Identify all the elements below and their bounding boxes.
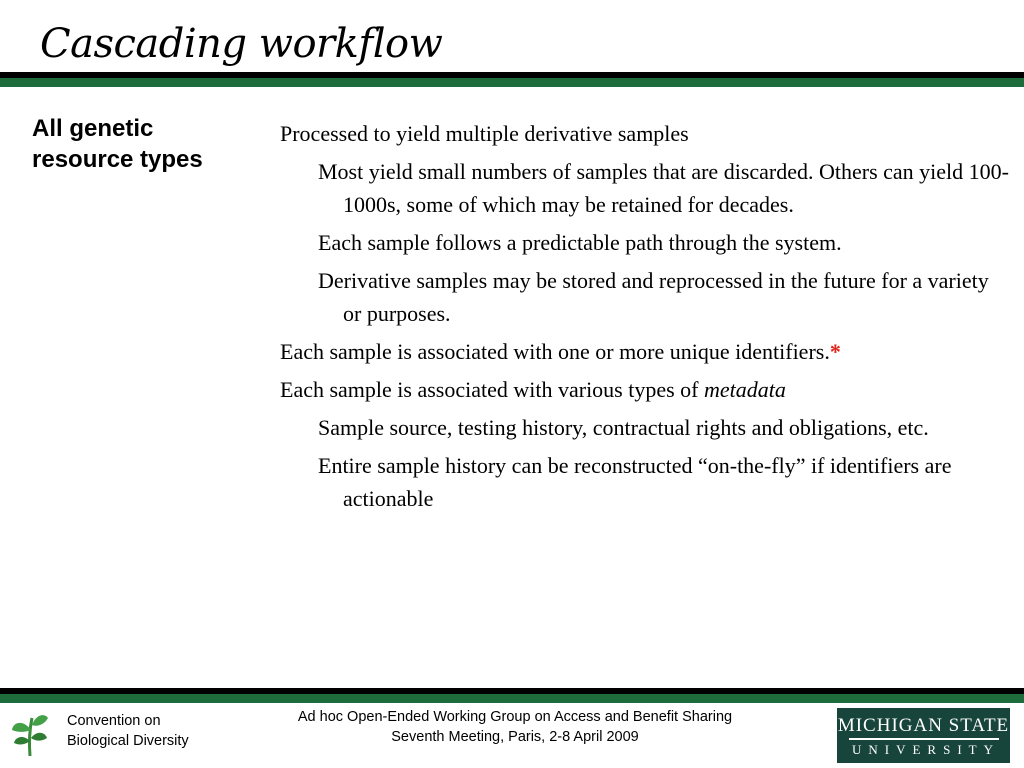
msu-logo-line-2: UNIVERSITY: [852, 742, 1000, 757]
bullet-item: Processed to yield multiple derivative samples: [280, 121, 689, 146]
bullet-subitem: Entire sample history can be reconstructed “on-the-fly” if identifiers are actionable: [318, 453, 952, 511]
bullet-subitem: Each sample follows a predictable path through the system.: [318, 230, 842, 255]
msu-logo: [837, 708, 1010, 763]
footnote-asterisk: *: [829, 339, 841, 364]
meeting-line-2: Seventh Meeting, Paris, 2-8 April 2009: [391, 729, 639, 745]
bullet-text: Each sample is associated with one or more unique identifiers.: [280, 339, 830, 364]
metadata-emphasis: metadata: [704, 377, 786, 402]
cbd-leaf-logo-icon: [10, 710, 50, 758]
bullet-subitem: Most yield small numbers of samples that are discarded. Others can yield 100-1000s, some of which may be retained for decades.: [318, 159, 1009, 217]
meeting-line-1: Ad hoc Open-Ended Working Group on Access and Benefit Sharing: [297, 709, 733, 725]
bullet-list: [280, 117, 1010, 520]
msu-logo-divider: [849, 738, 999, 740]
bullet-item: [280, 335, 1010, 368]
bullet-item: [280, 373, 1010, 406]
msu-logo-line-1: MICHIGAN STATE: [837, 715, 1010, 736]
header-rule: [0, 72, 1024, 87]
slide-title: Cascading workflow: [40, 21, 443, 67]
cbd-name: Convention on Biological Diversity: [67, 713, 189, 749]
bullet-subitem: Derivative samples may be stored and reprocessed in the future for a variety or purposes.: [318, 268, 989, 326]
bullet-subitem: Sample source, testing history, contractual rights and obligations, etc.: [318, 415, 929, 440]
footer-rule: [0, 688, 1024, 703]
side-label: All genetic resource types: [32, 115, 203, 173]
bullet-text: Each sample is associated with various types of: [280, 377, 705, 402]
meeting-info: [230, 707, 800, 747]
